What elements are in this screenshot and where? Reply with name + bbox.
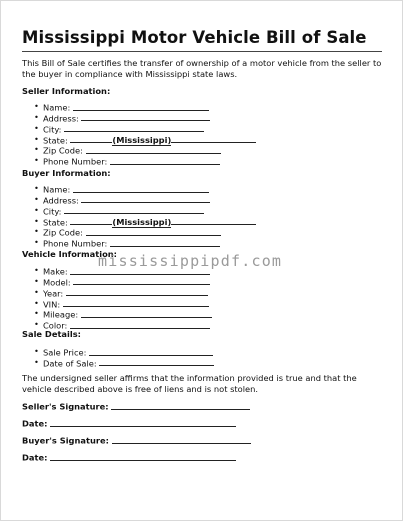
sale-price-label: Sale Price: bbox=[43, 347, 87, 358]
vehicle-heading: Vehicle Information: bbox=[22, 249, 117, 259]
buyer-city-label: City: bbox=[43, 206, 62, 217]
vehicle-vin-label: VIN: bbox=[43, 299, 61, 310]
buyer-date-line[interactable] bbox=[50, 452, 236, 461]
vehicle-year-item bbox=[1, 288, 212, 299]
seller-phone-line[interactable] bbox=[110, 156, 220, 165]
sale-fields bbox=[1, 347, 214, 369]
vehicle-mileage-label: Mileage: bbox=[43, 309, 79, 320]
sale-date-item bbox=[1, 358, 214, 369]
buyer-phone-item bbox=[1, 238, 256, 249]
buyer-address-label: Address: bbox=[43, 195, 79, 206]
seller-state-line-before[interactable] bbox=[70, 135, 112, 144]
buyer-heading: Buyer Information: bbox=[22, 168, 111, 178]
vehicle-model-label: Model: bbox=[43, 277, 71, 288]
seller-signature-label: Seller's Signature: bbox=[22, 401, 109, 412]
intro-paragraph: This Bill of Sale certifies the transfer of ownership of a motor vehicle from the seller to the buyer in compliance with Mississippi state laws. bbox=[22, 58, 382, 79]
buyer-zip-item bbox=[1, 227, 256, 238]
sale-heading: Sale Details: bbox=[22, 329, 81, 339]
sale-date-line[interactable] bbox=[99, 358, 214, 367]
seller-zip-line[interactable] bbox=[86, 145, 221, 154]
vehicle-vin-item bbox=[1, 299, 212, 310]
vehicle-mileage-line[interactable] bbox=[81, 309, 212, 318]
buyer-phone-line[interactable] bbox=[110, 238, 220, 247]
vehicle-model-line[interactable] bbox=[73, 277, 210, 286]
buyer-zip-line[interactable] bbox=[86, 227, 221, 236]
document-title: Mississippi Motor Vehicle Bill of Sale bbox=[22, 28, 367, 47]
seller-address-item bbox=[1, 113, 256, 124]
buyer-signature-label: Buyer's Signature: bbox=[22, 435, 109, 446]
seller-state-label: State: bbox=[43, 135, 68, 146]
buyer-address-item bbox=[1, 195, 256, 206]
vehicle-make-label: Make: bbox=[43, 266, 68, 277]
seller-city-line[interactable] bbox=[64, 124, 204, 133]
buyer-address-line[interactable] bbox=[81, 195, 210, 204]
seller-state-line-after[interactable] bbox=[171, 135, 256, 144]
vehicle-year-label: Year: bbox=[43, 288, 64, 299]
buyer-phone-label: Phone Number: bbox=[43, 238, 108, 249]
buyer-signature-row bbox=[22, 435, 251, 446]
buyer-state-item bbox=[1, 217, 256, 228]
seller-address-line[interactable] bbox=[81, 113, 210, 122]
buyer-date-row bbox=[22, 452, 236, 463]
title-divider bbox=[22, 51, 382, 52]
vehicle-color-label: Color: bbox=[43, 320, 68, 331]
vehicle-color-line[interactable] bbox=[70, 320, 210, 329]
buyer-state-line-after[interactable] bbox=[171, 217, 256, 226]
buyer-city-item bbox=[1, 206, 256, 217]
sale-price-line[interactable] bbox=[89, 347, 213, 356]
vehicle-vin-line[interactable] bbox=[63, 299, 209, 308]
seller-city-label: City: bbox=[43, 124, 62, 135]
seller-date-line[interactable] bbox=[50, 418, 236, 427]
seller-name-item bbox=[1, 102, 256, 113]
seller-statement: The undersigned seller affirms that the information provided is true and that the vehicle described above is free of liens and is not stolen. bbox=[22, 373, 357, 394]
vehicle-mileage-item bbox=[1, 309, 212, 320]
buyer-name-line[interactable] bbox=[73, 184, 209, 193]
buyer-date-label: Date: bbox=[22, 452, 48, 463]
seller-address-label: Address: bbox=[43, 113, 79, 124]
vehicle-fields bbox=[1, 266, 212, 331]
buyer-city-line[interactable] bbox=[64, 206, 204, 215]
buyer-signature-line[interactable] bbox=[112, 435, 251, 444]
buyer-state-line-before[interactable] bbox=[70, 217, 112, 226]
buyer-fields bbox=[1, 184, 256, 249]
buyer-zip-label: Zip Code: bbox=[43, 227, 83, 238]
vehicle-model-item bbox=[1, 277, 212, 288]
buyer-name-item bbox=[1, 184, 256, 195]
watermark-text: mississippipdf.com bbox=[98, 252, 283, 270]
seller-state-item bbox=[1, 135, 256, 146]
seller-signature-line[interactable] bbox=[111, 401, 250, 410]
seller-date-label: Date: bbox=[22, 418, 48, 429]
buyer-name-label: Name: bbox=[43, 184, 71, 195]
seller-zip-label: Zip Code: bbox=[43, 145, 83, 156]
seller-city-item bbox=[1, 124, 256, 135]
seller-state-value: (Mississippi) bbox=[112, 135, 172, 146]
seller-phone-label: Phone Number: bbox=[43, 156, 108, 167]
sale-price-item bbox=[1, 347, 214, 358]
buyer-state-label: State: bbox=[43, 217, 68, 228]
seller-heading: Seller Information: bbox=[22, 86, 111, 96]
seller-name-label: Name: bbox=[43, 102, 71, 113]
sale-date-label: Date of Sale: bbox=[43, 358, 97, 369]
vehicle-year-line[interactable] bbox=[66, 288, 208, 297]
seller-signature-row bbox=[22, 401, 250, 412]
seller-date-row bbox=[22, 418, 236, 429]
seller-phone-item bbox=[1, 156, 256, 167]
seller-fields bbox=[1, 102, 256, 167]
seller-zip-item bbox=[1, 145, 256, 156]
buyer-state-value: (Mississippi) bbox=[112, 217, 172, 228]
seller-name-line[interactable] bbox=[73, 102, 209, 111]
